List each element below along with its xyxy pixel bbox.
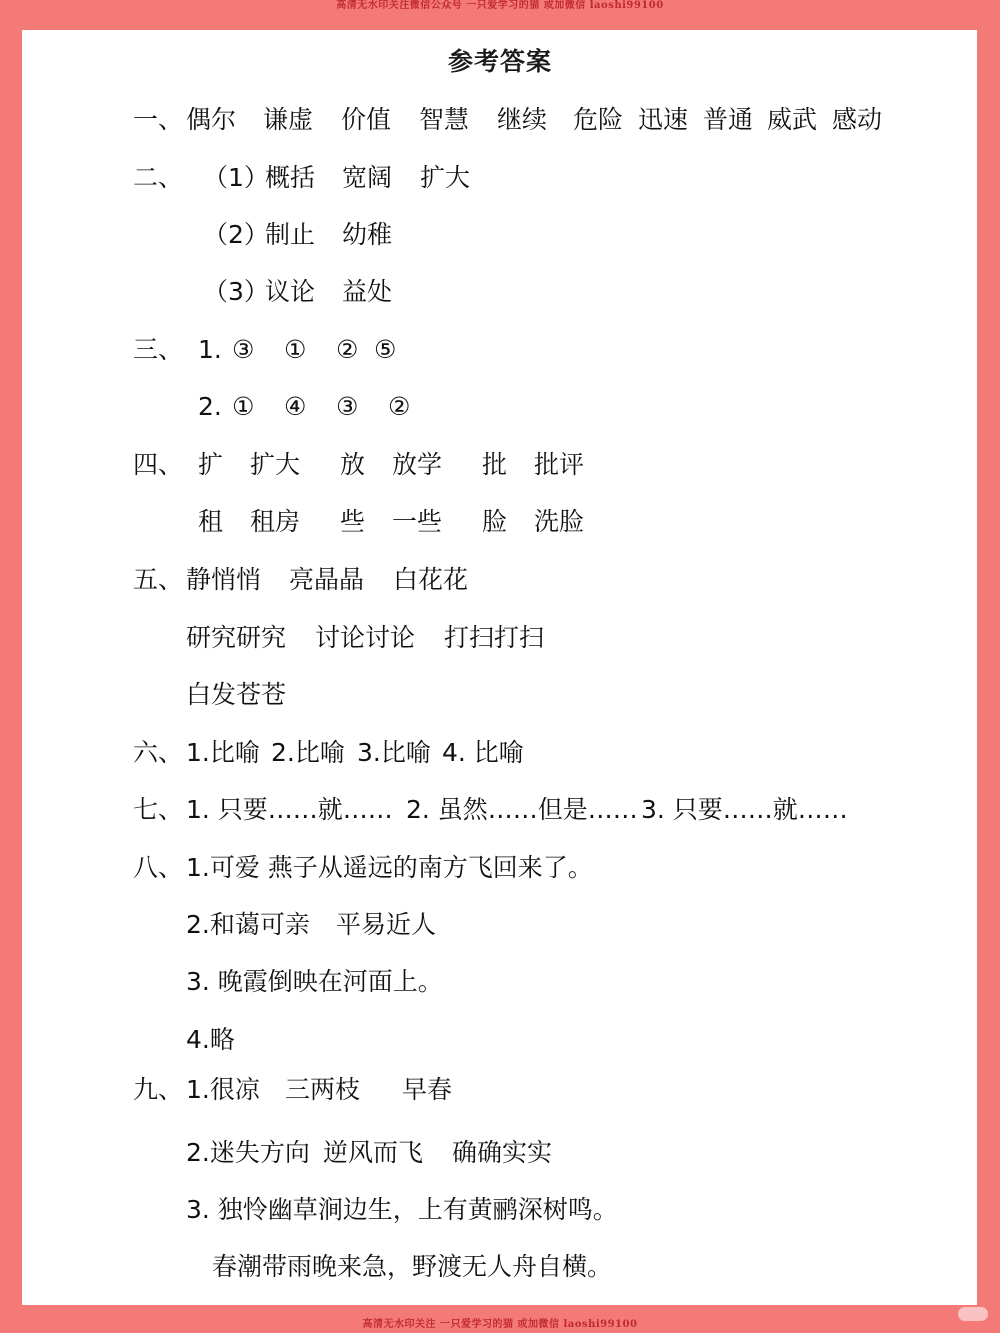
section-number: 六、 — [133, 738, 184, 767]
answer-sentence: 3. 晚霞倒映在河面上。 — [186, 967, 443, 996]
circled-number: ④ — [284, 392, 307, 421]
answer-char: 些 — [340, 507, 366, 536]
answer-word: 白发苍苍 — [186, 680, 287, 709]
section-number: 八、 — [133, 853, 184, 882]
answer-word: 普通 — [703, 105, 754, 134]
answer-word: 益处 — [342, 277, 393, 306]
answer-word: 迅速 — [638, 105, 689, 134]
answer-word: 扩大 — [420, 163, 471, 192]
answer-word: 偶尔 — [186, 105, 237, 134]
answer-item: 2.比喻 — [271, 738, 345, 767]
answer-item: 4. 比喻 — [442, 738, 524, 767]
item-label: （3） — [203, 277, 269, 306]
answer-word: 租房 — [250, 507, 301, 536]
answer-word: 打扫打扫 — [444, 623, 545, 652]
answer-word: 幼稚 — [342, 220, 393, 249]
answer-char: 脸 — [482, 507, 508, 536]
bottom-watermark-banner: 高清无水印关注 一只爱学习的猫 或加微信 laoshi99100 — [362, 1319, 638, 1330]
answer-word: 研究研究 — [186, 623, 287, 652]
poem-line: 3. 独怜幽草涧边生，上有黄鹂深树鸣。 — [186, 1195, 618, 1224]
page-title: 参考答案 — [447, 47, 552, 76]
section-number: 四、 — [133, 450, 184, 479]
item-label: （2） — [203, 220, 269, 249]
answer-char: 扩 — [198, 450, 224, 479]
answer-word: 亮晶晶 — [289, 565, 365, 594]
section-number: 三、 — [133, 335, 184, 364]
answer-word: 2.迷失方向 — [186, 1138, 310, 1167]
answer-word: 扩大 — [250, 450, 301, 479]
answer-word: 放学 — [392, 450, 443, 479]
circled-number: ① — [232, 392, 255, 421]
answer-item: 1. 只要……就…… — [186, 795, 393, 824]
answer-word: 危险 — [573, 105, 624, 134]
answer-item: 3. 只要……就…… — [641, 795, 848, 824]
answer-word: 逆风而飞 — [323, 1138, 424, 1167]
answer-word: 宽阔 — [342, 163, 393, 192]
answer-word: 2.和蔼可亲 — [186, 910, 310, 939]
circled-number: ① — [284, 335, 307, 364]
circled-number: ③ — [336, 392, 359, 421]
circled-number: ③ — [232, 335, 255, 364]
section-number: 二、 — [133, 163, 184, 192]
item-label: 2. — [198, 392, 222, 421]
answer-word: 三两枝 — [285, 1075, 361, 1104]
answer-char: 批 — [482, 450, 508, 479]
item-label: （1） — [203, 163, 269, 192]
answer-word: 批评 — [534, 450, 585, 479]
poem-line: 春潮带雨晚来急，野渡无人舟自横。 — [212, 1252, 613, 1281]
answer-word: 一些 — [392, 507, 443, 536]
answer-word: 谦虚 — [263, 105, 314, 134]
answer-word: 智慧 — [419, 105, 470, 134]
answer-char: 放 — [340, 450, 366, 479]
answer-word: 讨论讨论 — [315, 623, 416, 652]
answer-item: 4.略 — [186, 1025, 235, 1054]
answer-word: 静悄悄 — [186, 565, 262, 594]
section-number: 七、 — [133, 795, 184, 824]
answer-sentence: 1.可爱 燕子从遥远的南方飞回来了。 — [186, 853, 593, 882]
answer-char: 租 — [198, 507, 224, 536]
answer-word: 概括 — [265, 163, 316, 192]
answer-word: 平易近人 — [336, 910, 437, 939]
circled-number: ② — [336, 335, 359, 364]
answer-sheet — [22, 30, 977, 1305]
answer-word: 威武 — [767, 105, 818, 134]
top-watermark-banner: 高清无水印关注微信公众号 一只爱学习的猫 或加微信 laoshi99100 — [336, 0, 664, 11]
circled-number: ⑤ — [374, 335, 397, 364]
answer-word: 白花花 — [393, 565, 469, 594]
answer-word: 确确实实 — [452, 1138, 553, 1167]
answer-word: 价值 — [341, 105, 392, 134]
section-number: 五、 — [133, 565, 184, 594]
section-number: 一、 — [133, 105, 184, 134]
answer-word: 制止 — [265, 220, 316, 249]
answer-word: 1.很凉 — [186, 1075, 260, 1104]
circled-number: ② — [388, 392, 411, 421]
item-label: 1. — [198, 335, 222, 364]
answer-word: 感动 — [832, 105, 883, 134]
answer-word: 继续 — [497, 105, 548, 134]
answer-item: 2. 虽然……但是…… — [406, 795, 638, 824]
answer-word: 洗脸 — [534, 507, 585, 536]
answer-item: 1.比喻 — [186, 738, 260, 767]
answer-item: 3.比喻 — [357, 738, 431, 767]
answer-word: 议论 — [265, 277, 316, 306]
section-number: 九、 — [133, 1075, 184, 1104]
answer-word: 早春 — [402, 1075, 453, 1104]
